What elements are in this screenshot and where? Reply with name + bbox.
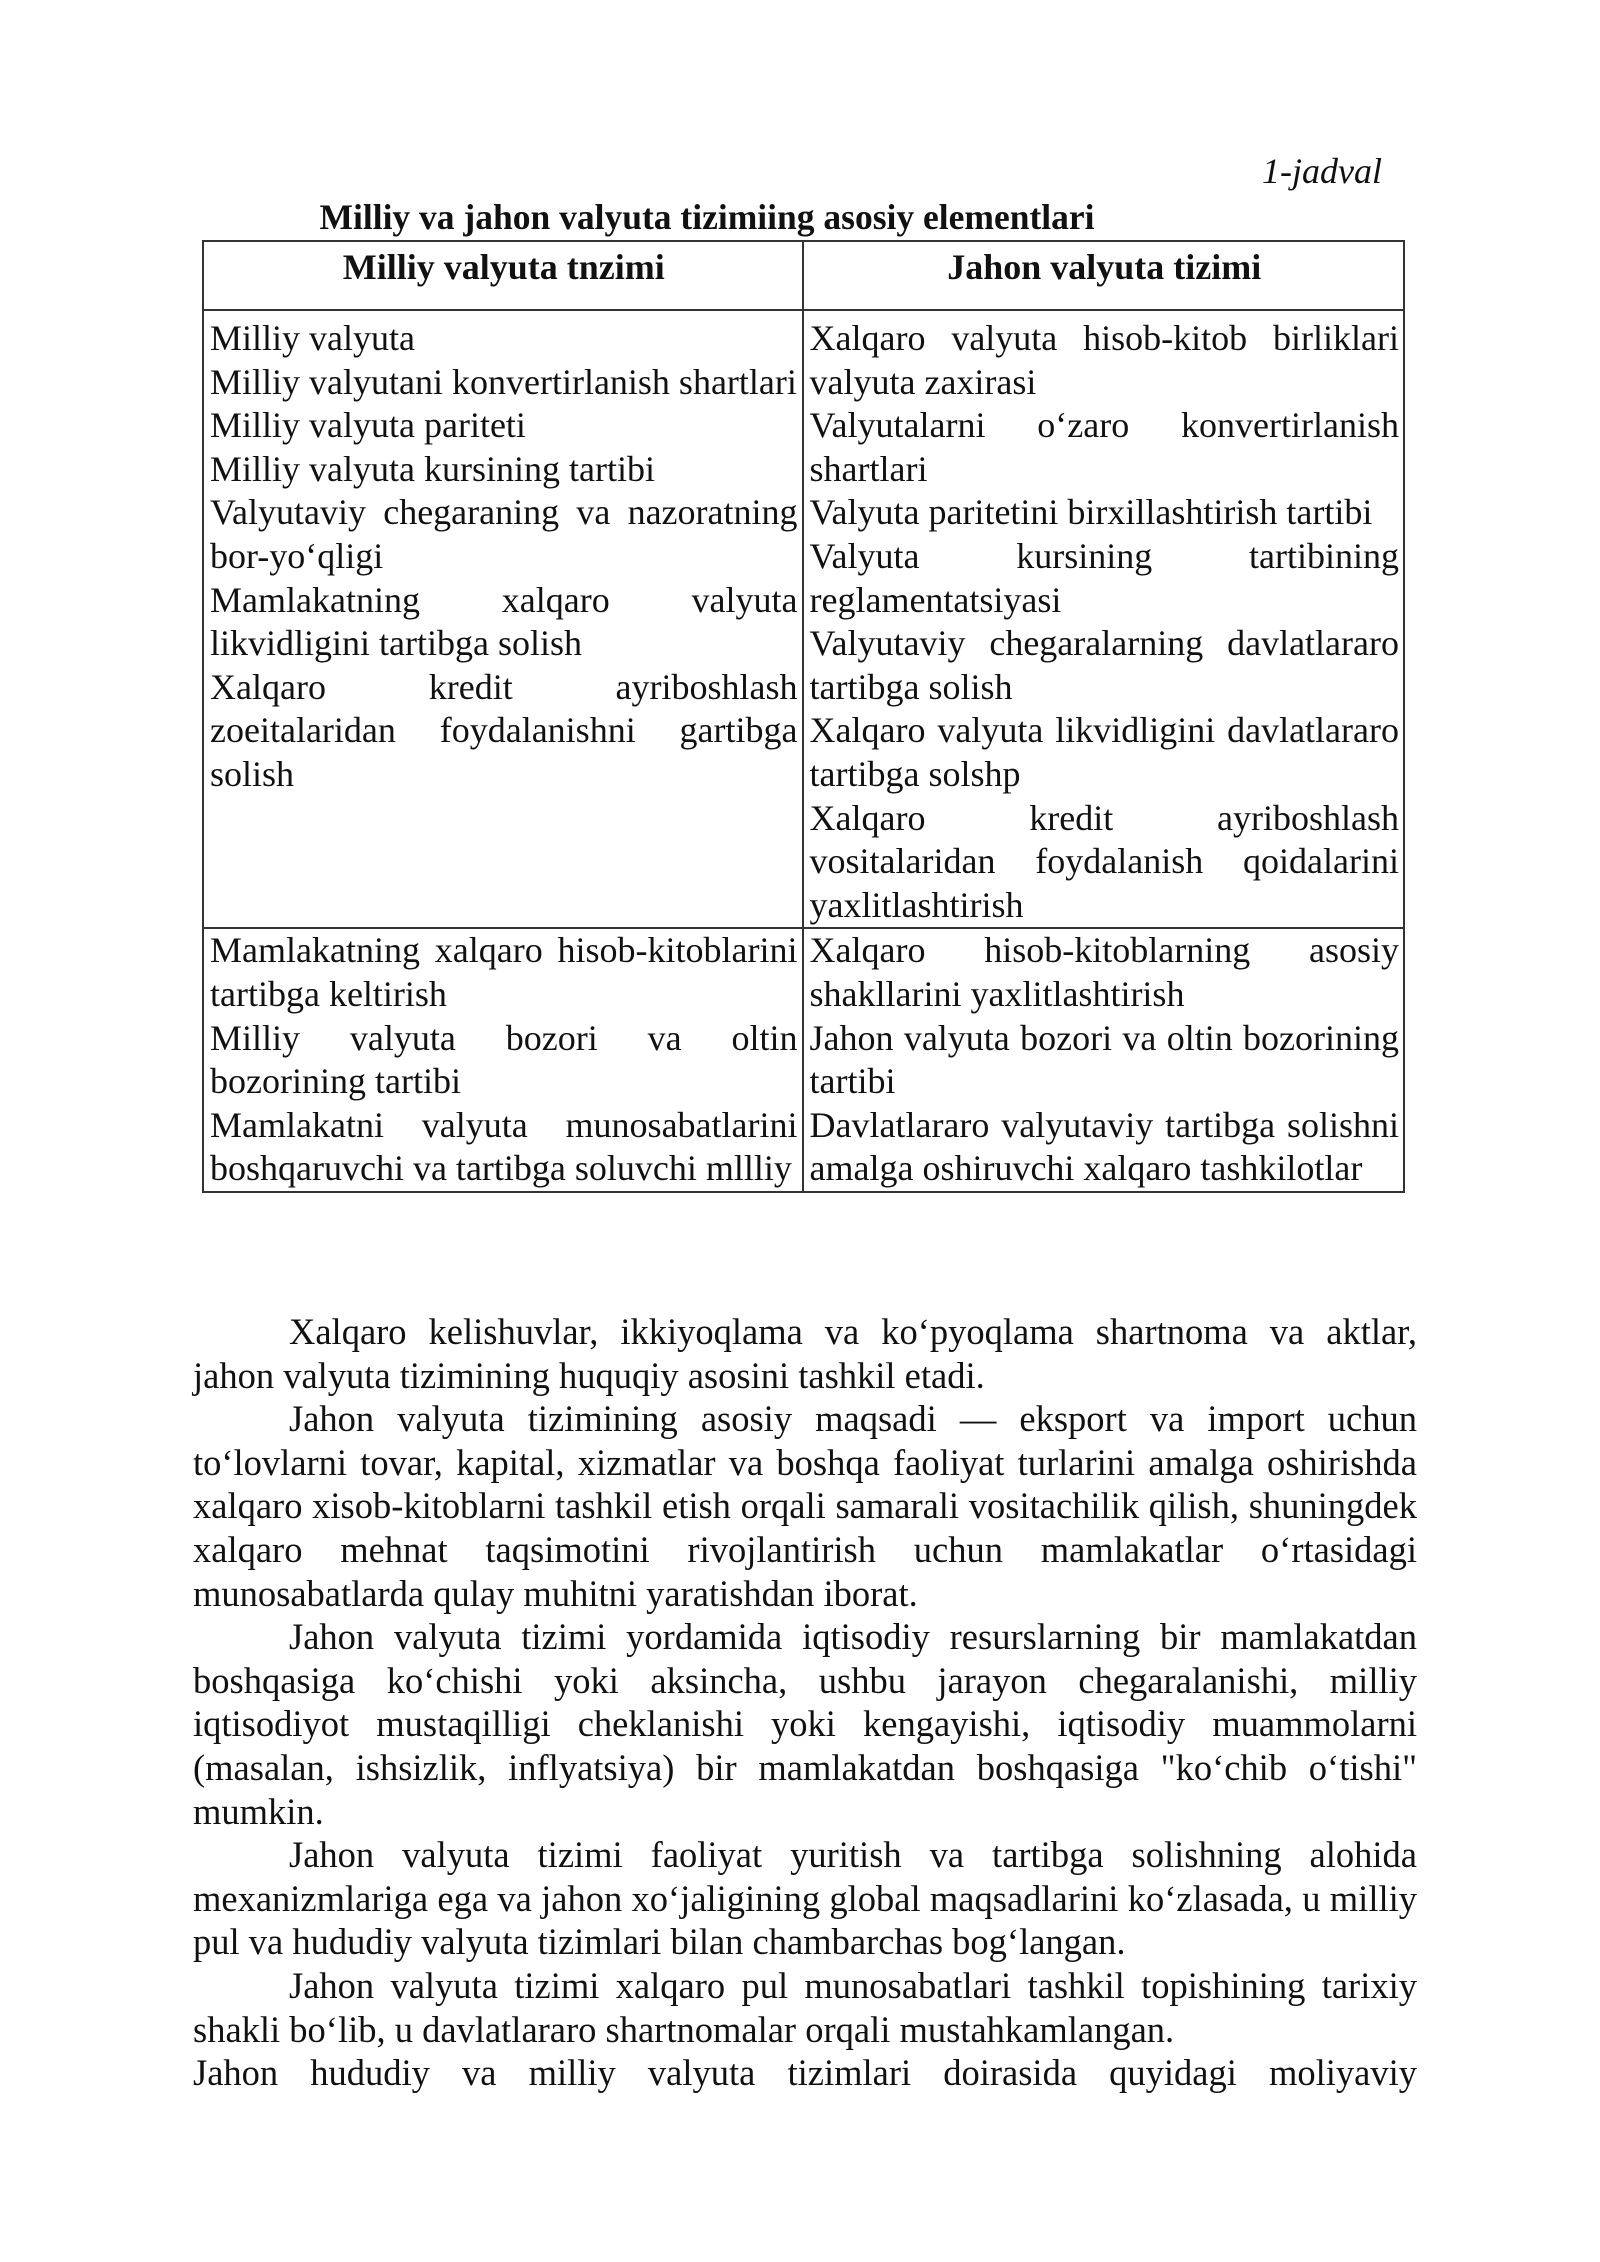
table-cell-item: Mamlakatning xalqaro valyuta likvidligini tartibga solish: [210, 579, 798, 664]
table-cell-item: Xalqaro valyuta hisob-kitob birliklari valyuta zaxirasi: [809, 318, 1399, 402]
table-cell-item: Valyutalarni o‘zaro konvertirlanish shartlari: [809, 405, 1399, 489]
national-elements-cell: [204, 311, 804, 927]
table-cell-item: Valyuta kursining tartibining reglamentatsiyasi: [809, 535, 1399, 620]
table-number-label: 1-jadval: [1262, 151, 1382, 191]
header-national-system: Milliy valyuta tnzimi: [204, 242, 804, 309]
table-cell-item: Milliy valyuta bozori va oltin bozorining tartibi: [210, 1017, 798, 1102]
table-cell-item: Xalqaro kredit ayriboshlash zoeitalaridan foydalanishni gartibga solish: [210, 666, 798, 794]
paragraph: Jahon valyuta tizimi faoliyat yuritish va tartibga solishning alohida mexanizmlariga ega va jahon xo‘jaligining global maqsadlarini ko‘zlasada, u milliy pul va hududiy valyuta tizimlari bilan chambarchas bog‘langan.: [193, 1834, 1417, 1963]
table-cell-item: Xalqaro valyuta likvidligini davlatlararo tartibga solshp: [809, 710, 1399, 794]
table-cell-item: Milliy valyutani konvertirlanish shartlari: [210, 361, 797, 402]
elements-table: [202, 240, 1405, 1193]
table-cell-item: Xalqaro kredit ayriboshlash vositalaridan foydalanish qoidalarini yaxlitlashtirish: [809, 797, 1399, 925]
table-cell-item: Mamlakatni valyuta munosabatlarini boshqaruvchi va tartibga soluvchi mllliy: [210, 1104, 798, 1189]
paragraph: Jahon hududiy va milliy valyuta tizimlari doirasida quyidagi moliyaviy: [193, 2052, 1417, 2094]
table-row: [202, 311, 1405, 929]
world-elements-cell: [804, 929, 1404, 1191]
paragraph: Jahon valyuta tizimi xalqaro pul munosabatlari tashkil topishining tarixiy shakli bo‘lib, u davlatlararo shartnomalar orqali mustahkamlangan.: [193, 1964, 1417, 2050]
table-cell-item: Valyutaviy chegaralarning davlatlararo tartibga solish: [809, 623, 1399, 707]
table-cell-item: Milliy valyuta pariteti: [210, 405, 526, 446]
table-cell-item: Milliy valyuta kursining tartibi: [210, 448, 655, 489]
table-cell-item: Davlatlararo valyutaviy tartibga solishni amalga oshiruvchi xalqaro tashkilotlar: [809, 1104, 1399, 1189]
table-cell-item: Jahon valyuta bozori va oltin bozorining tartibi: [809, 1017, 1399, 1102]
table-header-row: [202, 240, 1405, 311]
table-row: [202, 929, 1405, 1193]
body-text: [193, 1310, 1417, 2095]
table-cell-item: Xalqaro hisob-kitoblarning asosiy shakllarini yaxlitlashtirish: [809, 930, 1399, 1014]
table-cell-item: Mamlakatning xalqaro hisob-kitoblarini tartibga keltirish: [210, 930, 798, 1014]
paragraph: Jahon valyuta tizimining asosiy maqsadi — eksport va import uchun to‘lovlarni tovar, kapital, xizmatlar va boshqa faoliyat turlarini amalga oshirishda xalqaro xisob-kitoblarni tashkil etish orqali samarali vositachilik qilish, shuningdek xalqaro mehnat taqsimotini rivojlantirish uchun mamlakatlar o‘rtasidagi munosabatlarda qulay muhitni yaratishdan iborat.: [193, 1398, 1417, 1614]
table-cell-item: Valyutaviy chegaraning va nazoratning bor-yo‘qligi: [210, 492, 798, 576]
table-cell-item: Valyuta paritetini birxillashtirish tartibi: [809, 492, 1373, 533]
paragraph: Xalqaro kelishuvlar, ikkiyoqlama va ko‘pyoqlama shartnoma va aktlar, jahon valyuta tizimining huquqiy asosini tashkil etadi.: [193, 1311, 1417, 1396]
national-elements-cell: [204, 929, 804, 1191]
table-title: Milliy va jahon valyuta tizimiing asosiy elementlari: [319, 197, 1095, 237]
world-elements-cell: [804, 311, 1404, 927]
header-world-system: Jahon valyuta tizimi: [947, 247, 1262, 287]
table-cell-item: Milliy valyuta: [210, 318, 415, 358]
paragraph: Jahon valyuta tizimi yordamida iqtisodiy resurslarning bir mamlakatdan boshqasiga ko‘chishi yoki aksincha, ushbu jarayon chegaralanishi, milliy iqtisodiyot mustaqilligi cheklanishi yoki kengayishi, iqtisodiy muammolarni (masalan, ishsizlik, inflyatsiya) bir mamlakatdan boshqasiga "ko‘chib o‘tishi" mumkin.: [193, 1616, 1417, 1832]
